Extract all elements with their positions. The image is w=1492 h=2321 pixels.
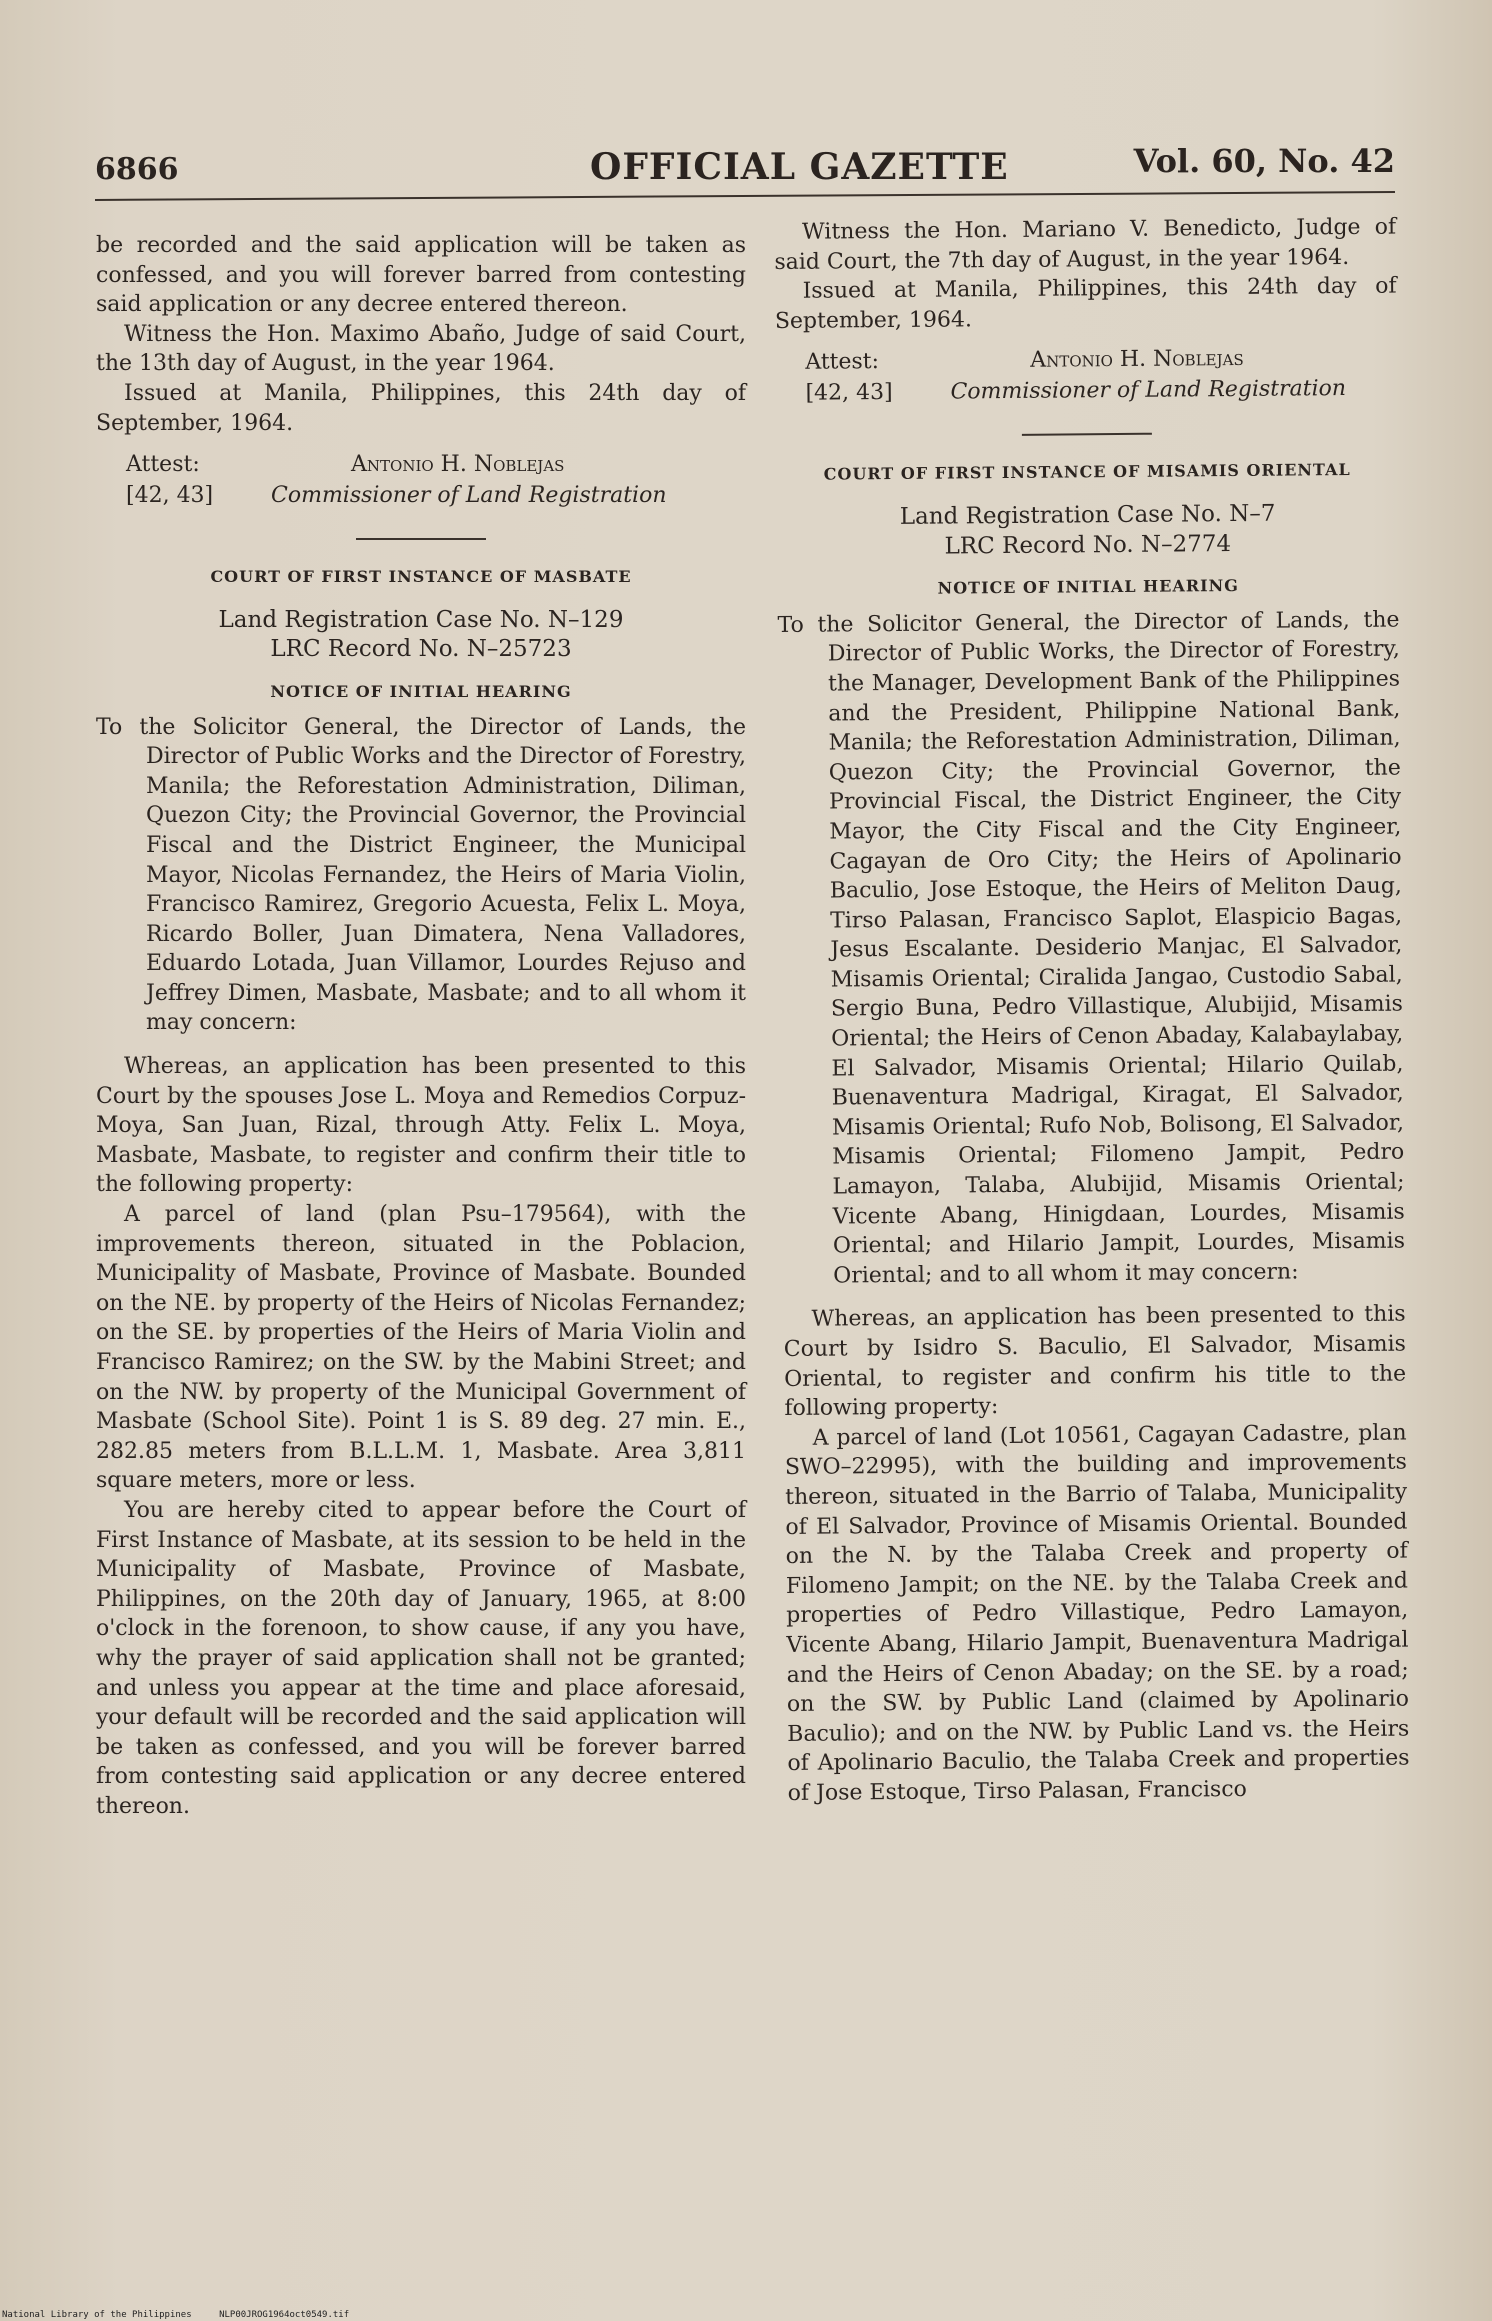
case-number: Land Registration Case No. N–129 xyxy=(218,606,624,633)
page-header xyxy=(95,138,1395,188)
record-number: LRC Record No. N–25723 xyxy=(270,636,572,663)
addressee-paragraph: To the Solicitor General, the Director of Lands, the Director of Public Works, the Director of Forestry, the Manager, Development Bank of the Philippines and the President, Philippine National Bank, Manila; the Reforestation Administration, Diliman, Quezon City; the Provincial Governor, the Provincial Fiscal, the District Engineer, the City Mayor, the City Fiscal and the City Engineer, Cagayan de Oro City; the Heirs of Apolinario Baculio, Jose Estoque, the Heirs of Meliton Daug, Tirso Palasan, Francisco Saplot, Elaspicio Bagas, Jesus Escalante. Desiderio Manjac, El Salvador, Misamis Oriental; Ciralida Jangao, Custodio Sabal, Sergio Buna, Pedro Villastique, Alubijid, Misamis Oriental; the Heirs of Cenon Abaday, Kalabaylabay, El Salvador, Misamis Oriental; Hilario Quilab, Buenaventura Madrigal, Kiragat, El Salvador, Misamis Oriental; Rufo Nob, Bolisong, El Salvador, Misamis Oriental; Filomeno Jampit, Pedro Lamayon, Talaba, Alubijid, Misamis Oriental; Vicente Abang, Hinigdaan, Lourdes, Misamis Oriental; and Hilario Jampit, Lourdes, Misamis Oriental; and to all whom it may concern: xyxy=(777,607,1406,1289)
attest-role: Commissioner of Land Registration xyxy=(271,483,667,509)
scan-footer xyxy=(2,2310,371,2320)
attest-name: Antonio H. Noblejas xyxy=(1030,346,1244,374)
notice-heading: NOTICE OF INITIAL HEARING xyxy=(270,681,572,701)
addressee-paragraph: To the Solicitor General, the Director of Lands, the Director of Public Works and the Director of Forestry, Manila; the Reforestation Administration, Diliman, Quezon City; the Provincial Governor, the Provincial Fiscal and the District Engineer, the Municipal Mayor, Nicolas Fernandez, the Heirs of Maria Violin, Francisco Ramirez, Gregorio Acuesta, Felix L. Moya, Ricardo Boller, Juan Dimatera, Nena Valladores, Eduardo Lotada, Juan Villamor, Lourdes Rejuso and Jeffrey Dimen, Masbate, Masbate; and to all whom it may concern: xyxy=(96,714,746,1036)
attest-ref: [42, 43] xyxy=(126,483,214,509)
case-number: Land Registration Case No. N–7 xyxy=(899,500,1276,530)
court-heading: COURT OF FIRST INSTANCE OF MISAMIS ORIENTAL xyxy=(823,460,1351,484)
section-divider xyxy=(356,538,486,540)
attest-name: Antonio H. Noblejas xyxy=(351,452,565,478)
left-issued: Issued at Manila, Philippines, this 24th day of September, 1964. xyxy=(96,380,746,436)
whereas-paragraph: Whereas, an application has been presented to this Court by the spouses Jose L. Moya and Remedios Corpuz-Moya, San Juan, Rizal, through Atty. Felix L. Moya, Masbate, Masbate, to register and confirm their title to the following property: xyxy=(96,1054,746,1198)
right-issued: Issued at Manila, Philippines, this 24th day of September, 1964. xyxy=(774,273,1397,334)
right-witness: Witness the Hon. Mariano V. Benedicto, Judge of said Court, the 7th day of August, in the year 1964. xyxy=(774,214,1397,275)
attest-ref: [42, 43] xyxy=(805,380,893,407)
parcel-paragraph: A parcel of land (Lot 10561, Cagayan Cadastre, plan SWO–22995), with the building and improvements thereon, situated in the Barrio of Talaba, Municipality of El Salvador, Province of Misamis Oriental. Bounded on the N. by the Talaba Creek and property of Filomeno Jampit; on the NE. by the Talaba Creek and properties of Pedro Villastique, Pedro Lamayon, Vicente Abang, Hilario Jampit, Buenaventura Madrigal and the Heirs of Cenon Abaday; on the SE. by a road; on the SW. by Public Land (claimed by Apolinario Baculio); and on the NW. by Public Land vs. the Heirs of Apolinario Baculio, the Talaba Creek and properties of Jose Estoque, Tirso Palasan, Francisco xyxy=(784,1420,1410,1806)
header-rule xyxy=(95,191,1395,201)
whereas-paragraph: Whereas, an application has been presented to this Court by Isidro S. Baculio, El Salvador, Misamis Oriental, to register and confirm his title to the following property: xyxy=(783,1301,1407,1422)
left-continuation: be recorded and the said application will be taken as confessed, and you will forever barred from contesting said application or any decree entered thereon. xyxy=(96,233,746,318)
volume-label: Vol. 60, No. 42 xyxy=(1133,142,1395,180)
left-attest-block xyxy=(96,450,746,512)
attest-label: Attest: xyxy=(805,349,880,376)
record-number: LRC Record No. N–2774 xyxy=(944,530,1232,560)
notice-heading: NOTICE OF INITIAL HEARING xyxy=(937,576,1239,598)
left-column xyxy=(96,231,746,1822)
attest-role: Commissioner of Land Registration xyxy=(950,376,1347,405)
footer-file: NLP00JROG1964oct0549.tif xyxy=(219,2310,350,2320)
page-number: 6866 xyxy=(95,152,179,187)
attest-label: Attest: xyxy=(126,452,200,478)
court-heading: COURT OF FIRST INSTANCE OF MASBATE xyxy=(210,567,632,587)
right-column xyxy=(774,213,1410,1809)
parcel-paragraph: A parcel of land (plan Psu–179564), with the improvements thereon, situated in the Poblacion, Municipality of Masbate, Province of Masbate. Bounded on the NE. by property of the Heirs of Nicolas Fernandez; on the SE. by properties of the Heirs of Maria Violin and Francisco Ramirez; on the SW. by the Mabini Street; and on the NW. by property of the Municipal Government of Masbate (School Site). Point 1 is S. 89 deg. 27 min. E., 282.85 meters from B.L.L.M. 1, Masbate. Area 3,811 square meters, more or less. xyxy=(96,1202,746,1494)
section-divider xyxy=(1022,433,1152,436)
footer-library: National Library of the Philippines xyxy=(2,2310,192,2320)
cited-paragraph: You are hereby cited to appear before the Court of First Instance of Masbate, at its session to be held in the Municipality of Masbate, Province of Masbate, Philippines, on the 20th day of January, 1965, at 8:00 o'clock in the forenoon, to show cause, if any you have, why the prayer of said application shall not be granted; and unless you appear at the time and place aforesaid, your default will be recorded and the said application will be taken as confessed, and you will be forever barred from contesting said application or any decree entered thereon. xyxy=(96,1497,746,1819)
publication-title: OFFICIAL GAZETTE xyxy=(590,146,1009,188)
left-witness: Witness the Hon. Maximo Abaño, Judge of said Court, the 13th day of August, in the year 1964. xyxy=(96,321,746,377)
right-attest-block xyxy=(775,343,1398,410)
